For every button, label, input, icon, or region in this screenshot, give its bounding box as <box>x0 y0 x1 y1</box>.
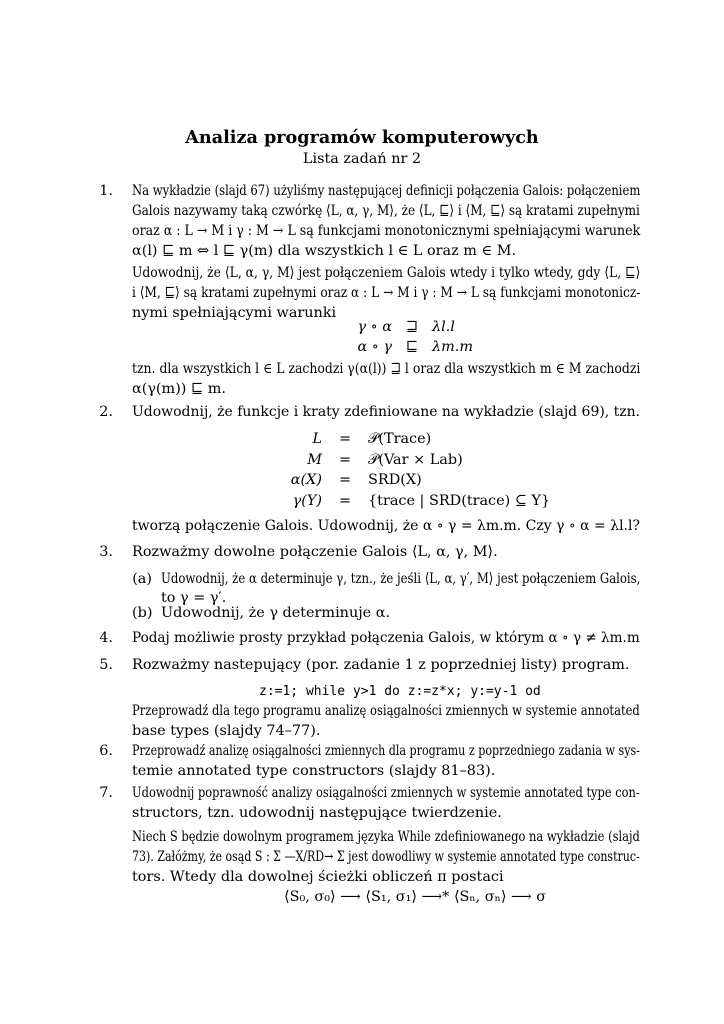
text-line: 73). Załóżmy, że osąd S : Σ —X/RD→ Σ jest dowodliwy w systemie annotated type construc- <box>132 849 640 865</box>
eq-rel: = <box>338 472 352 488</box>
subexercise-label: (a) <box>132 571 152 587</box>
text-line: nymi spełniającymi warunki <box>132 305 337 321</box>
eq-rel: ⊒ <box>405 319 419 335</box>
eq-rhs: {trace | SRD(trace) ⊆ Y} <box>368 492 551 509</box>
text-line: structors, tzn. udowodnij następujące twierdzenie. <box>132 805 502 821</box>
exercise-number: 5. <box>99 657 113 673</box>
text-line: Na wykładzie (slajd 67) użyliśmy następującej definicji połączenia Galois: połączeniem <box>132 183 641 199</box>
eq-lhs: α ∘ γ <box>357 339 392 355</box>
text-line: i ⟨M, ⊑⟩ są kratami zupełnymi oraz α : L → M i γ : M → L są funkcjami monotonicz- <box>132 285 641 301</box>
text-line: Udowodnij, że γ determinuje α. <box>161 605 391 621</box>
page-title: Analiza programów komputerowych <box>185 127 539 148</box>
text-line: base types (slajdy 74–77). <box>132 723 321 739</box>
text-line: Udowodnij, że funkcje i kraty zdefiniowane na wykładzie (slajd 69), tzn. <box>132 404 641 420</box>
text-line: tors. Wtedy dla dowolnej ścieżki obliczeń π postaci <box>132 869 504 885</box>
text-line: Przeprowadź analizę osiągalności zmiennych dla programu z poprzedniego zadania w sys- <box>132 743 640 759</box>
equation-block <box>332 317 502 357</box>
page-subtitle: Lista zadań nr 2 <box>302 151 422 167</box>
exercise-number: 4. <box>99 630 113 646</box>
exercise-number: 3. <box>99 544 113 560</box>
eq-lhs: L <box>312 431 322 447</box>
eq-rhs: λl.l <box>432 319 455 335</box>
exercise-number: 2. <box>99 404 113 420</box>
eq-rel: = <box>338 451 352 468</box>
text-line: Rozważmy dowolne połączenie Galois ⟨L, α, γ, M⟩. <box>132 544 498 560</box>
computation-path: ⟨S₀, σ₀⟩ ⟶ ⟨S₁, σ₁⟩ ⟶* ⟨Sₙ, σₙ⟩ ⟶ σ <box>284 889 547 905</box>
eq-rhs: 𝒫(Trace) <box>368 431 432 447</box>
text-line: tzn. dla wszystkich l ∈ L zachodzi γ(α(l)) ⊒ l oraz dla wszystkich m ∈ M zachodzi <box>132 361 641 377</box>
exercise-number: 6. <box>99 743 113 759</box>
code-snippet: z:=1; while y>1 do z:=z*x; y:=y-1 od <box>259 684 541 699</box>
text-line: oraz α : L → M i γ : M → L są funkcjami monotonicznymi spełniającymi warunek <box>132 223 641 239</box>
text-line: Niech S będzie dowolnym programem języka While zdefiniowanego na wykładzie (slajd <box>132 829 640 845</box>
text-line: Udowodnij, że α determinuje γ, tzn., że jeśli ⟨L, α, γ′, M⟩ jest połączeniem Galois, <box>161 571 641 587</box>
subexercise-label: (b) <box>132 605 153 621</box>
text-line: to γ = γ′. <box>161 590 227 606</box>
text-line: α(γ(m)) ⊑ m. <box>132 381 226 397</box>
eq-rhs: λm.m <box>432 339 473 355</box>
eq-lhs: γ(Y) <box>292 492 322 509</box>
eq-lhs: α(X) <box>290 472 322 488</box>
eq-rel: = <box>338 431 352 447</box>
text-line: temie annotated type constructors (slajdy 81–83). <box>132 763 496 779</box>
eq-rel: = <box>338 492 352 509</box>
eq-rhs: 𝒫(Var × Lab) <box>368 451 463 468</box>
eq-rel: ⊑ <box>405 339 419 355</box>
text-line: Przeprowadź dla tego programu analizę osiągalności zmiennych w systemie annotated <box>132 703 640 719</box>
eq-lhs: γ ∘ α <box>357 319 392 335</box>
text-line: tworzą połączenie Galois. Udowodnij, że α ∘ γ = λm.m. Czy γ ∘ α = λl.l? <box>132 518 640 534</box>
equation-block <box>262 429 578 511</box>
text-line: Rozważmy nastepujący (por. zadanie 1 z poprzedniej listy) program. <box>132 657 630 673</box>
text-line: Udowodnij poprawność analizy osiągalności zmiennych w systemie annotated type con- <box>132 785 640 801</box>
eq-rhs: SRD(X) <box>368 472 422 488</box>
text-line: Podaj możliwie prosty przykład połączenia Galois, w którym α ∘ γ ≠ λm.m <box>132 630 640 646</box>
exercise-number: 7. <box>99 785 113 801</box>
text-line: Udowodnij, że ⟨L, α, γ, M⟩ jest połączeniem Galois wtedy i tylko wtedy, gdy ⟨L, ⊑⟩ <box>132 265 641 281</box>
text-line: Galois nazywamy taką czwórkę ⟨L, α, γ, M⟩, że ⟨L, ⊑⟩ i ⟨M, ⊑⟩ są kratami zupełnymi <box>132 203 640 219</box>
eq-lhs: M <box>307 451 322 468</box>
text-line: α(l) ⊑ m ⇔ l ⊑ γ(m) dla wszystkich l ∈ L oraz m ∈ M. <box>132 243 517 259</box>
exercise-number: 1. <box>99 183 113 199</box>
